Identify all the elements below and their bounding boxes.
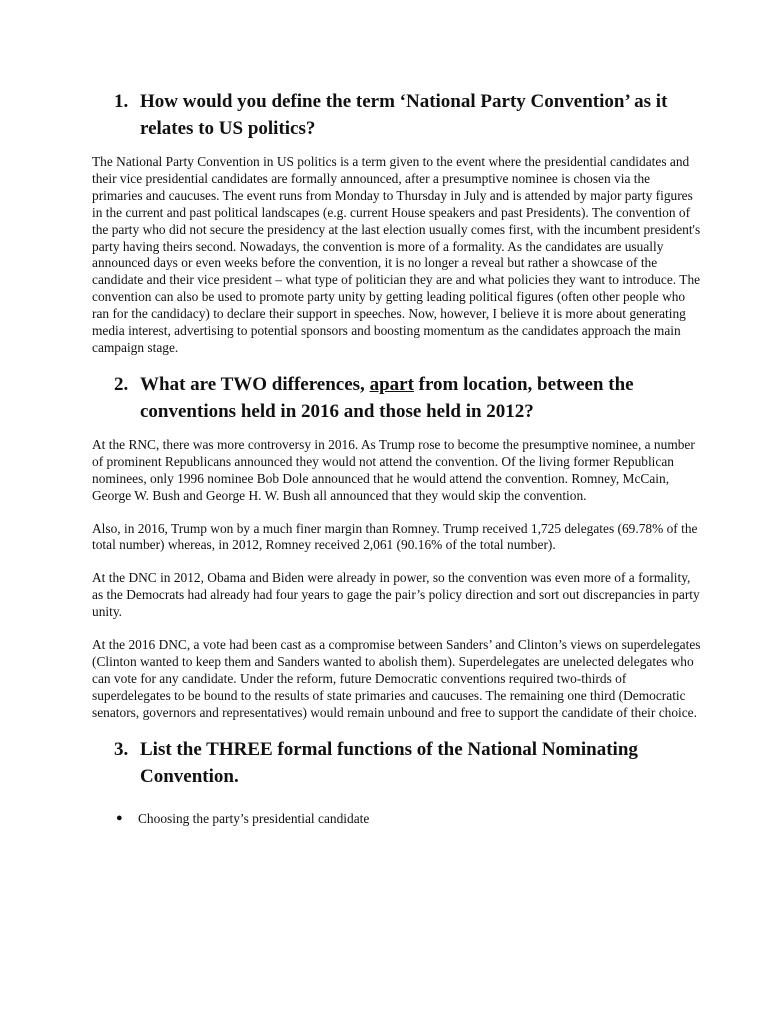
bullet-list: [92, 810, 702, 827]
answer-paragraph: Also, in 2016, Trump won by a much finer margin than Romney. Trump received 1,725 delegates (69.78% of the total number) whereas, in 2012, Romney received 2,061 (90.16% of the total number).: [92, 520, 698, 553]
answer-paragraph: At the RNC, there was more controversy in 2016. As Trump rose to become the presumptive nominee, a number of prominent Republicans announced they would not attend the convention. Of the living former Republican nominees, only 1996 nominee Bob Dole announced that he would attend the convention. Romney, McCain, George W. Bush and George H. W. Bush all announced that they would skip the convention.: [92, 436, 695, 503]
answer-paragraph: At the DNC in 2012, Obama and Biden were already in power, so the convention was even more of a formality, as the Democrats had already had four years to gage the pair’s policy direction and sort out discrepancies in party unity.: [92, 570, 700, 620]
list-item: [92, 810, 702, 827]
list-item-text: Choosing the party’s presidential candidate: [138, 810, 370, 826]
question-2: [92, 371, 702, 425]
question-underlined-word: apart: [369, 373, 414, 395]
bullet-icon: ●: [116, 811, 123, 824]
question-text: [140, 371, 702, 425]
question-text: How would you define the term ‘National Party Convention’ as it relates to US politics?: [140, 91, 668, 139]
question-3: [92, 736, 702, 790]
question-number: 1.: [114, 91, 129, 112]
question-text: List the THREE formal functions of the National Nominating Convention.: [140, 738, 638, 787]
answer-paragraph: The National Party Convention in US politics is a term given to the event where the presidential candidates and their vice presidential candidates are formally announced, after a presumptive nominee is chosen via the primaries and caucuses. The event runs from Monday to Thursday in July and is attended by major party figures in the current and past political landscapes (e.g. current House speakers and past Presidents). The convention of the party who did not secure the presidency at the last election usually comes first, with the incumbent president's party having theirs second. Nowadays, the convention is more of a formality. As the candidates are usually announced days or even weeks before the convention, it is no longer a reveal but rather a showcase of the candidate and their vice president – what type of politician they are and what policies they want to introduce. The convention can also be used to promote party unity by getting leading political figures (often other people who ran for the candidacy) to declare their support in speeches. Now, however, I believe it is more about generating media interest, advertising to potential sponsors and boosting momentum as the candidates approach the main campaign stage.: [92, 154, 701, 355]
question-number: 3.: [114, 738, 129, 760]
question-text-part: What are TWO differences,: [140, 373, 370, 395]
question-number: 2.: [114, 373, 129, 395]
question-text-part: from location, between the conventions held in 2016 and those held in 2012?: [140, 373, 634, 422]
question-1: [92, 88, 702, 142]
answer-paragraph: At the 2016 DNC, a vote had been cast as a compromise between Sanders’ and Clinton’s views on superdelegates (Clinton wanted to keep them and Sanders wanted to abolish them). Superdelegates are unelected delegates who can vote for any candidate. Under the reform, future Democratic conventions required two-thirds of superdelegates to be bound to the results of state primaries and caucuses. The remaining one third (Democratic senators, governors and representatives) would remain unbound and free to support the candidate of their choice.: [92, 637, 701, 720]
